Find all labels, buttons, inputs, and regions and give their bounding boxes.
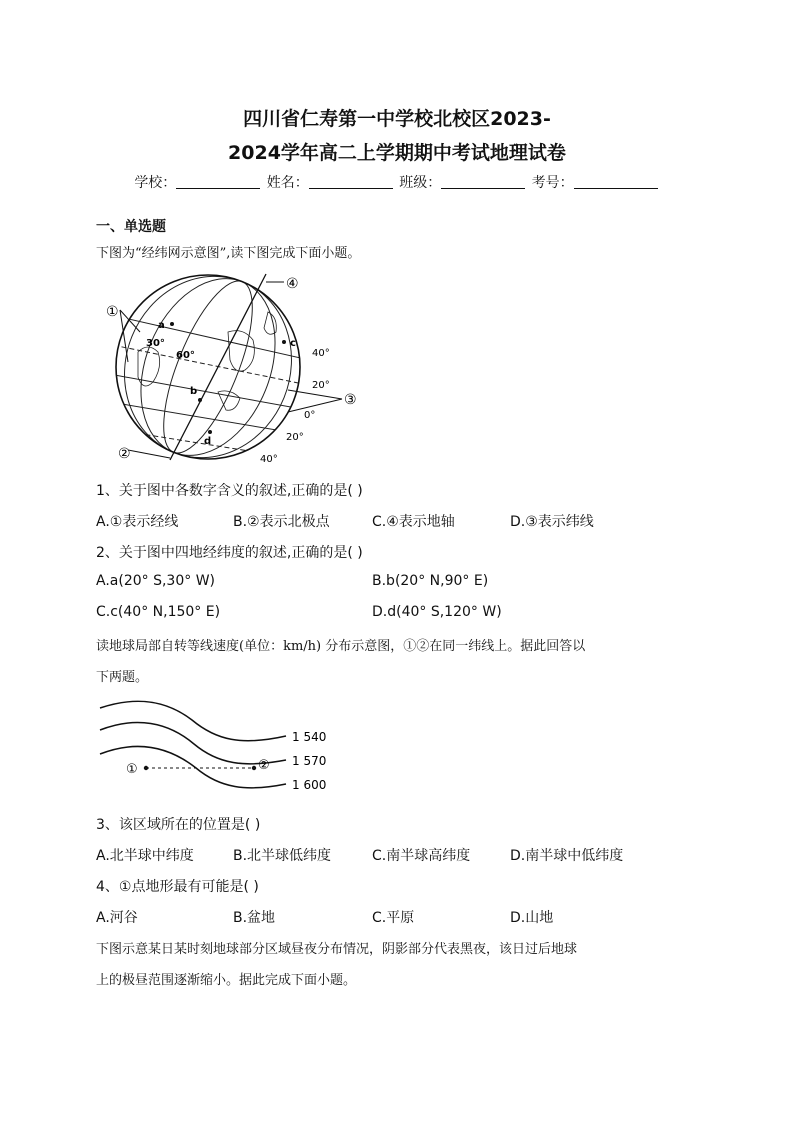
q4-option-d[interactable]: D.山地 <box>510 910 554 926</box>
exam-title-line-2: 2024学年高二上学期期中考试地理试卷 <box>228 142 566 164</box>
q3-option-c[interactable]: C.南半球高纬度 <box>372 848 471 864</box>
label-circle-1: ① <box>106 304 119 320</box>
parallel-line <box>98 312 318 362</box>
label-lon-30: 30° <box>146 338 165 349</box>
exam-number-label: 考号： <box>531 175 574 191</box>
label-b: b <box>190 386 198 397</box>
label-point-1: ① <box>126 762 138 777</box>
q2-option-c[interactable]: C.c(40° N,150° E) <box>96 604 221 620</box>
rotation-speed-isoline-figure <box>96 694 346 804</box>
q3-option-d[interactable]: D.南半球中低纬度 <box>510 848 624 864</box>
class-blank <box>441 174 525 189</box>
label-c: c <box>290 338 296 349</box>
q1-option-c[interactable]: C.④表示地轴 <box>372 514 455 530</box>
school-label: 学校： <box>134 175 177 191</box>
label-1540: 1 540 <box>292 730 327 744</box>
q4-option-c[interactable]: C.平原 <box>372 910 415 926</box>
exam-number-blank <box>574 174 658 189</box>
label-1570: 1 570 <box>292 754 327 768</box>
class-label: 班级： <box>399 175 442 191</box>
intro-daynight-line-2: 上的极昼范围逐渐缩小。据此完成下面小题。 <box>96 973 357 988</box>
q1-option-d[interactable]: D.③表示纬线 <box>510 514 594 530</box>
exam-title-line-1: 四川省仁寿第一中学校北校区2023- <box>243 108 551 130</box>
intro-speed-line-1: 读地球局部自转等线速度(单位：km/h) 分布示意图，①②在同一纬线上。据此回答以 <box>96 639 586 654</box>
label-lat-40s: 40° <box>260 454 278 462</box>
question-3-stem: 3、该区域所在的位置是( ) <box>96 817 261 833</box>
label-lat-0: 0° <box>304 410 316 421</box>
section-heading: 一、单选题 <box>96 219 166 235</box>
label-lat-40n: 40° <box>312 348 330 359</box>
pointer-line <box>128 450 170 458</box>
q3-option-b[interactable]: B.北半球低纬度 <box>233 848 332 864</box>
label-1600: 1 600 <box>292 778 327 792</box>
label-circle-2: ② <box>118 446 131 462</box>
q2-option-b[interactable]: B.b(20° N,90° E) <box>372 573 489 589</box>
name-blank <box>309 174 393 189</box>
graticule-globe-figure <box>98 272 378 462</box>
label-a: a <box>158 320 165 331</box>
label-lon-60: 60° <box>176 350 195 361</box>
q4-option-a[interactable]: A.河谷 <box>96 910 138 926</box>
point-d <box>208 430 212 434</box>
label-circle-4: ④ <box>286 276 299 292</box>
q1-option-a[interactable]: A.①表示经线 <box>96 514 179 530</box>
point-a <box>170 322 174 326</box>
student-info-row <box>0 172 794 192</box>
q3-option-a[interactable]: A.北半球中纬度 <box>96 848 194 864</box>
q2-option-a[interactable]: A.a(20° S,30° W) <box>96 573 215 589</box>
point-2 <box>252 766 256 770</box>
question-4-stem: 4、①点地形最有可能是( ) <box>96 879 259 895</box>
parallel-line <box>98 342 318 387</box>
label-circle-3: ③ <box>344 392 357 408</box>
question-1-stem: 1、关于图中各数字含义的叙述,正确的是( ) <box>96 483 363 499</box>
question-2-stem: 2、关于图中四地经纬度的叙述,正确的是( ) <box>96 545 363 561</box>
q2-option-d[interactable]: D.d(40° S,120° W) <box>372 604 502 620</box>
label-lat-20s: 20° <box>286 432 304 443</box>
school-blank <box>176 174 260 189</box>
q4-option-b[interactable]: B.盆地 <box>233 910 276 926</box>
name-label: 姓名： <box>266 175 309 191</box>
point-b <box>198 398 202 402</box>
label-lat-20n: 20° <box>312 380 330 391</box>
label-point-2: ② <box>258 758 270 773</box>
q1-option-b[interactable]: B.②表示北极点 <box>233 514 330 530</box>
point-c <box>282 340 286 344</box>
earth-axis <box>170 274 266 460</box>
intro-daynight-line-1: 下图示意某日某时刻地球部分区域昼夜分布情况，阴影部分代表黑夜，该日过后地球 <box>96 942 578 957</box>
point-1 <box>144 766 148 770</box>
intro-globe: 下图为“经纬网示意图”,读下图完成下面小题。 <box>96 246 361 261</box>
isoline-1540 <box>100 701 286 741</box>
label-d: d <box>204 436 212 447</box>
intro-speed-line-2: 下两题。 <box>96 670 149 685</box>
